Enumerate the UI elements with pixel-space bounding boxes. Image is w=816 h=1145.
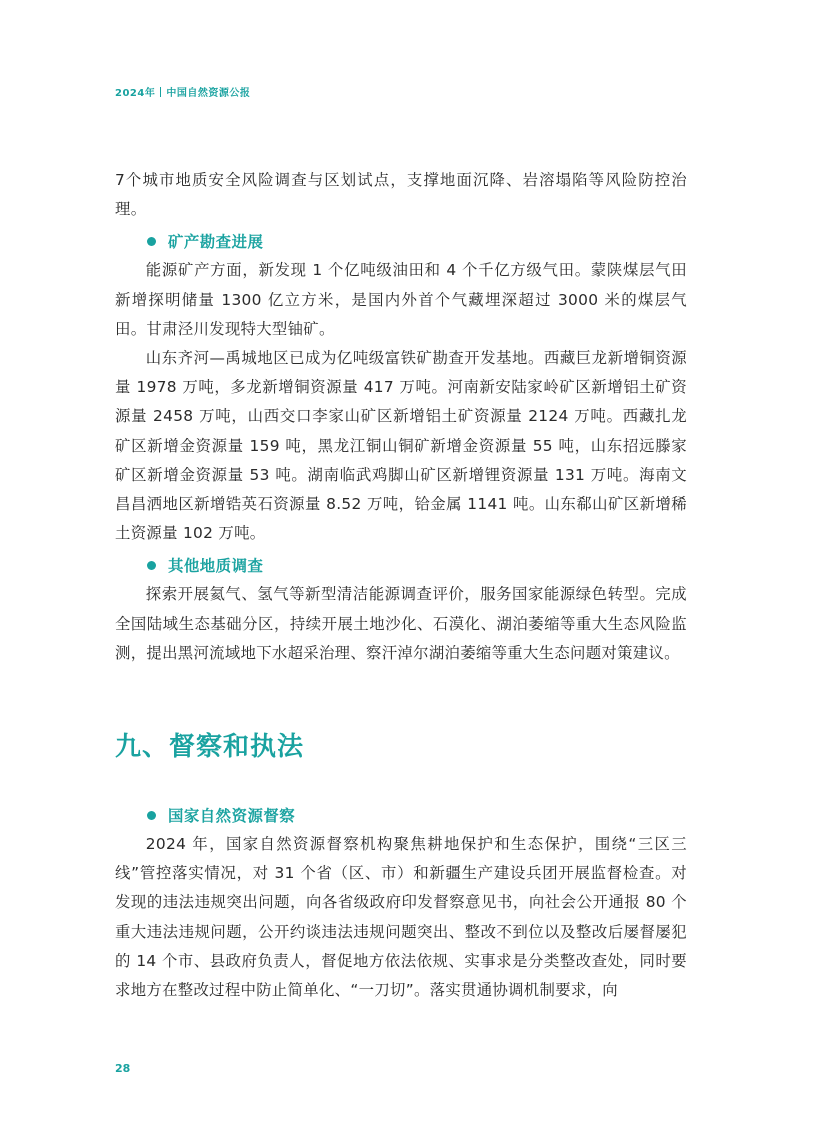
section-spacer — [115, 767, 687, 798]
header-divider — [160, 87, 161, 97]
section-title: 九、督察和执法 — [115, 732, 305, 763]
paragraph-continuation: 7个城市地质安全风险调查与区划试点，支撑地面沉降、岩溶塌陷等风险防控治理。 — [115, 171, 687, 219]
subheading-national-inspection — [147, 802, 687, 828]
subheading-mineral-exploration — [147, 228, 687, 254]
bullet-dot-icon — [147, 811, 156, 820]
paragraph-inspection-2024: 2024 年，国家自然资源督察机构聚焦耕地保护和生态保护，围绕“三区三线”管控落实情况，对 31 个省（区、市）和新疆生产建设兵团开展监督检查。对发现的违法违规突出问题，向各省级政府印发督察意见书，向社会公开通报 80 个重大违法违规问题，公开约谈违法违规问题突出、整改不到位以及整改后屡督屡犯的 14 个市、县政府负责人，督促地方依法依规、实事求是分类整改查处，同时要求地方在整改过程中防止简单化、“一刀切”。落实贯通协调机制要求，向 — [115, 835, 687, 1000]
subheading-label: 矿产勘查进展 — [168, 233, 264, 252]
header-title: 中国自然资源公报 — [166, 88, 251, 99]
subheading-label: 其他地质调查 — [168, 557, 264, 576]
page-number: 28 — [115, 1062, 131, 1075]
subheading-other-geological-survey — [147, 552, 687, 578]
bullet-dot-icon — [147, 237, 156, 246]
header-year: 2024年 — [115, 88, 156, 99]
paragraph-clean-energy-survey: 探索开展氦气、氢气等新型清洁能源调查评价，服务国家能源绿色转型。完成全国陆域生态基础分区，持续开展土地沙化、石漠化、湖泊萎缩等重大生态风险监测，提出黑河流域地下水超采治理、察汗淖尔湖泊萎缩等重大生态问题对策建议。 — [115, 585, 687, 662]
running-header — [115, 84, 250, 99]
paragraph-metal-minerals: 山东齐河—禹城地区已成为亿吨级富铁矿勘查开发基地。西藏巨龙新增铜资源量 1978 万吨，多龙新增铜资源量 417 万吨。河南新安陆家岭矿区新增铝土矿资源量 2458 万吨，山西交口李家山矿区新增铝土矿资源量 2124 万吨。西藏扎龙矿区新增金资源量 159 吨，黑龙江铜山铜矿新增金资源量 55 吨，山东招远滕家矿区新增金资源量 53 吨。湖南临武鸡脚山矿区新增锂资源量 131 万吨。海南文昌昌洒地区新增锆英石资源量 8.52 万吨，铪金属 1141 吨。山东郗山矿区新增稀土资源量 102 万吨。 — [115, 349, 687, 543]
subheading-label: 国家自然资源督察 — [168, 807, 296, 826]
paragraph-energy-minerals: 能源矿产方面，新发现 1 个亿吨级油田和 4 个千亿方级气田。蒙陕煤层气田新增探明储量 1300 亿立方米，是国内外首个气藏埋深超过 3000 米的煤层气田。甘肃泾川发现特大型铀矿。 — [115, 261, 687, 338]
page-content — [115, 166, 687, 1005]
bullet-dot-icon — [147, 561, 156, 570]
